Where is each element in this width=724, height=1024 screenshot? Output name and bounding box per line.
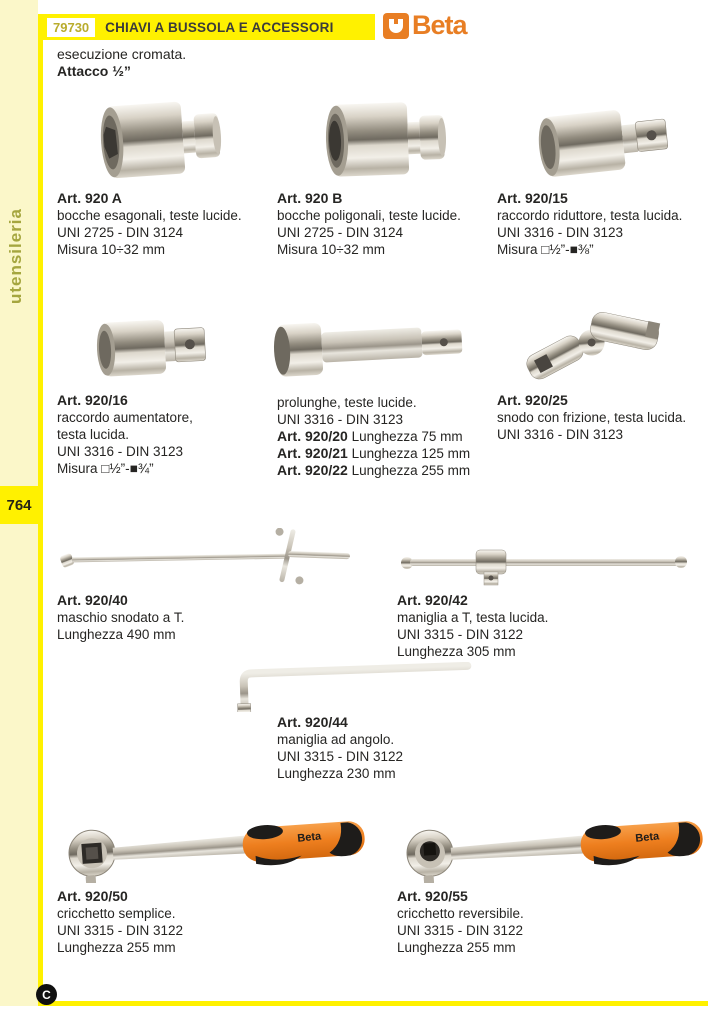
product-desc-line: raccordo riduttore, testa lucida. — [497, 208, 683, 223]
product-art-number: Art. 920/42 — [397, 592, 468, 608]
beta-logo-icon — [383, 13, 409, 39]
product-photo-920-55-reversible-ratchet — [388, 815, 708, 883]
product-art-number: Art. 920/20 — [277, 428, 348, 444]
product-desc-line: bocche poligonali, teste lucide. — [277, 208, 461, 223]
product-art-number: Art. 920/44 — [277, 714, 348, 730]
product-art-number: Art. 920/22 — [277, 462, 348, 478]
sidebar — [0, 0, 38, 1006]
product-norm-line: UNI 2725 - DIN 3124 — [57, 225, 184, 240]
product-card-920-16 — [57, 392, 193, 477]
product-variant-row — [277, 428, 470, 445]
product-desc-line: maniglia a T, testa lucida. — [397, 610, 549, 625]
product-art-number: Art. 920/16 — [57, 392, 128, 408]
brand-logo — [383, 12, 467, 39]
intro-line-finish: esecuzione cromata. — [57, 46, 187, 62]
product-art-number: Art. 920/55 — [397, 888, 468, 904]
product-size-line: Misura 10÷32 mm — [277, 242, 385, 257]
product-size-line: Lunghezza 255 mm — [57, 940, 176, 955]
product-photo-920-25-universal-joint — [520, 302, 675, 390]
product-variant-row — [277, 445, 470, 462]
product-art-number: Art. 920/15 — [497, 190, 568, 206]
product-desc-line: maschio snodato a T. — [57, 610, 185, 625]
svg-text:Beta: Beta — [634, 830, 660, 845]
product-photo-920-15-reducer — [535, 103, 680, 181]
product-desc-line: maniglia ad angolo. — [277, 732, 395, 747]
product-photo-920b-socket — [320, 97, 450, 182]
product-size-line: Lunghezza 255 mm — [397, 940, 516, 955]
product-norm-line: UNI 3315 - DIN 3122 — [277, 749, 404, 764]
product-norm-line: UNI 3316 - DIN 3123 — [497, 427, 624, 442]
product-norm-line: UNI 3315 - DIN 3122 — [397, 627, 524, 642]
product-card-920-25 — [497, 392, 686, 443]
product-desc-line: raccordo aumentatore, — [57, 410, 193, 425]
copyright-badge — [36, 984, 57, 1005]
product-variant-length: Lunghezza 255 mm — [351, 463, 471, 478]
product-card-920-15 — [497, 190, 682, 258]
product-art-number: Art. 920/40 — [57, 592, 128, 608]
product-card-920-40 — [57, 592, 184, 643]
product-size-line: Misura 10÷32 mm — [57, 242, 165, 257]
product-variant-length: Lunghezza 75 mm — [351, 429, 463, 444]
content-border-bottom — [38, 1001, 708, 1006]
copyright-letter: C — [42, 987, 51, 1002]
product-photo-prolunga-extension — [272, 308, 472, 386]
product-card-920-42 — [397, 592, 548, 660]
intro-block — [57, 46, 186, 80]
product-card-920b — [277, 190, 461, 258]
product-size-line: Misura □½”-■⅜” — [497, 242, 594, 257]
product-desc-line: testa lucida. — [57, 427, 130, 442]
product-card-920-50 — [57, 888, 183, 956]
intro-line-drive: Attacco ½” — [57, 63, 131, 79]
product-photo-920-40-t-tap-wrench — [58, 528, 358, 586]
product-card-prolunghe — [277, 394, 470, 479]
svg-text:Beta: Beta — [296, 830, 322, 845]
product-photo-920a-socket — [95, 97, 225, 182]
product-norm-line: UNI 3315 - DIN 3122 — [397, 923, 524, 938]
catalog-code: 79730 — [47, 18, 95, 37]
product-art-number: Art. 920/21 — [277, 445, 348, 461]
product-variant-row — [277, 462, 470, 479]
product-size-line: Lunghezza 490 mm — [57, 627, 176, 642]
product-art-number: Art. 920/25 — [497, 392, 568, 408]
product-size-line: Lunghezza 305 mm — [397, 644, 516, 659]
product-size-line: Lunghezza 230 mm — [277, 766, 396, 781]
product-norm-line: UNI 3316 - DIN 3123 — [277, 412, 404, 427]
product-art-number: Art. 920 B — [277, 190, 343, 206]
sidebar-category-label: utensileria — [6, 208, 25, 305]
product-norm-line: UNI 2725 - DIN 3124 — [277, 225, 404, 240]
product-desc-line: bocche esagonali, teste lucide. — [57, 208, 242, 223]
product-norm-line: UNI 3316 - DIN 3123 — [497, 225, 624, 240]
product-norm-line: UNI 3315 - DIN 3122 — [57, 923, 184, 938]
product-desc-line: cricchetto reversibile. — [397, 906, 524, 921]
product-desc-line: cricchetto semplice. — [57, 906, 176, 921]
product-photo-920-44-angled-handle — [222, 662, 477, 712]
content-border-left — [38, 14, 43, 1006]
product-variant-length: Lunghezza 125 mm — [351, 446, 471, 461]
page-number-badge: 764 — [0, 486, 38, 524]
product-card-920-55 — [397, 888, 524, 956]
header-band — [43, 14, 375, 40]
brand-name: Beta — [412, 10, 467, 40]
product-norm-line: UNI 3316 - DIN 3123 — [57, 444, 184, 459]
product-art-number: Art. 920 A — [57, 190, 122, 206]
product-photo-920-16-adaptor — [95, 312, 220, 384]
product-desc-line: prolunghe, teste lucide. — [277, 395, 417, 410]
product-size-line: Misura □½”-■¾” — [57, 461, 154, 476]
product-photo-920-50-ratchet — [50, 815, 370, 883]
product-card-920-44 — [277, 714, 403, 782]
product-desc-line: snodo con frizione, testa lucida. — [497, 410, 687, 425]
product-art-number: Art. 920/50 — [57, 888, 128, 904]
product-card-920a — [57, 190, 242, 258]
product-photo-920-42-sliding-t-handle — [398, 538, 690, 588]
page-title: CHIAVI A BUSSOLA E ACCESSORI — [105, 19, 334, 35]
